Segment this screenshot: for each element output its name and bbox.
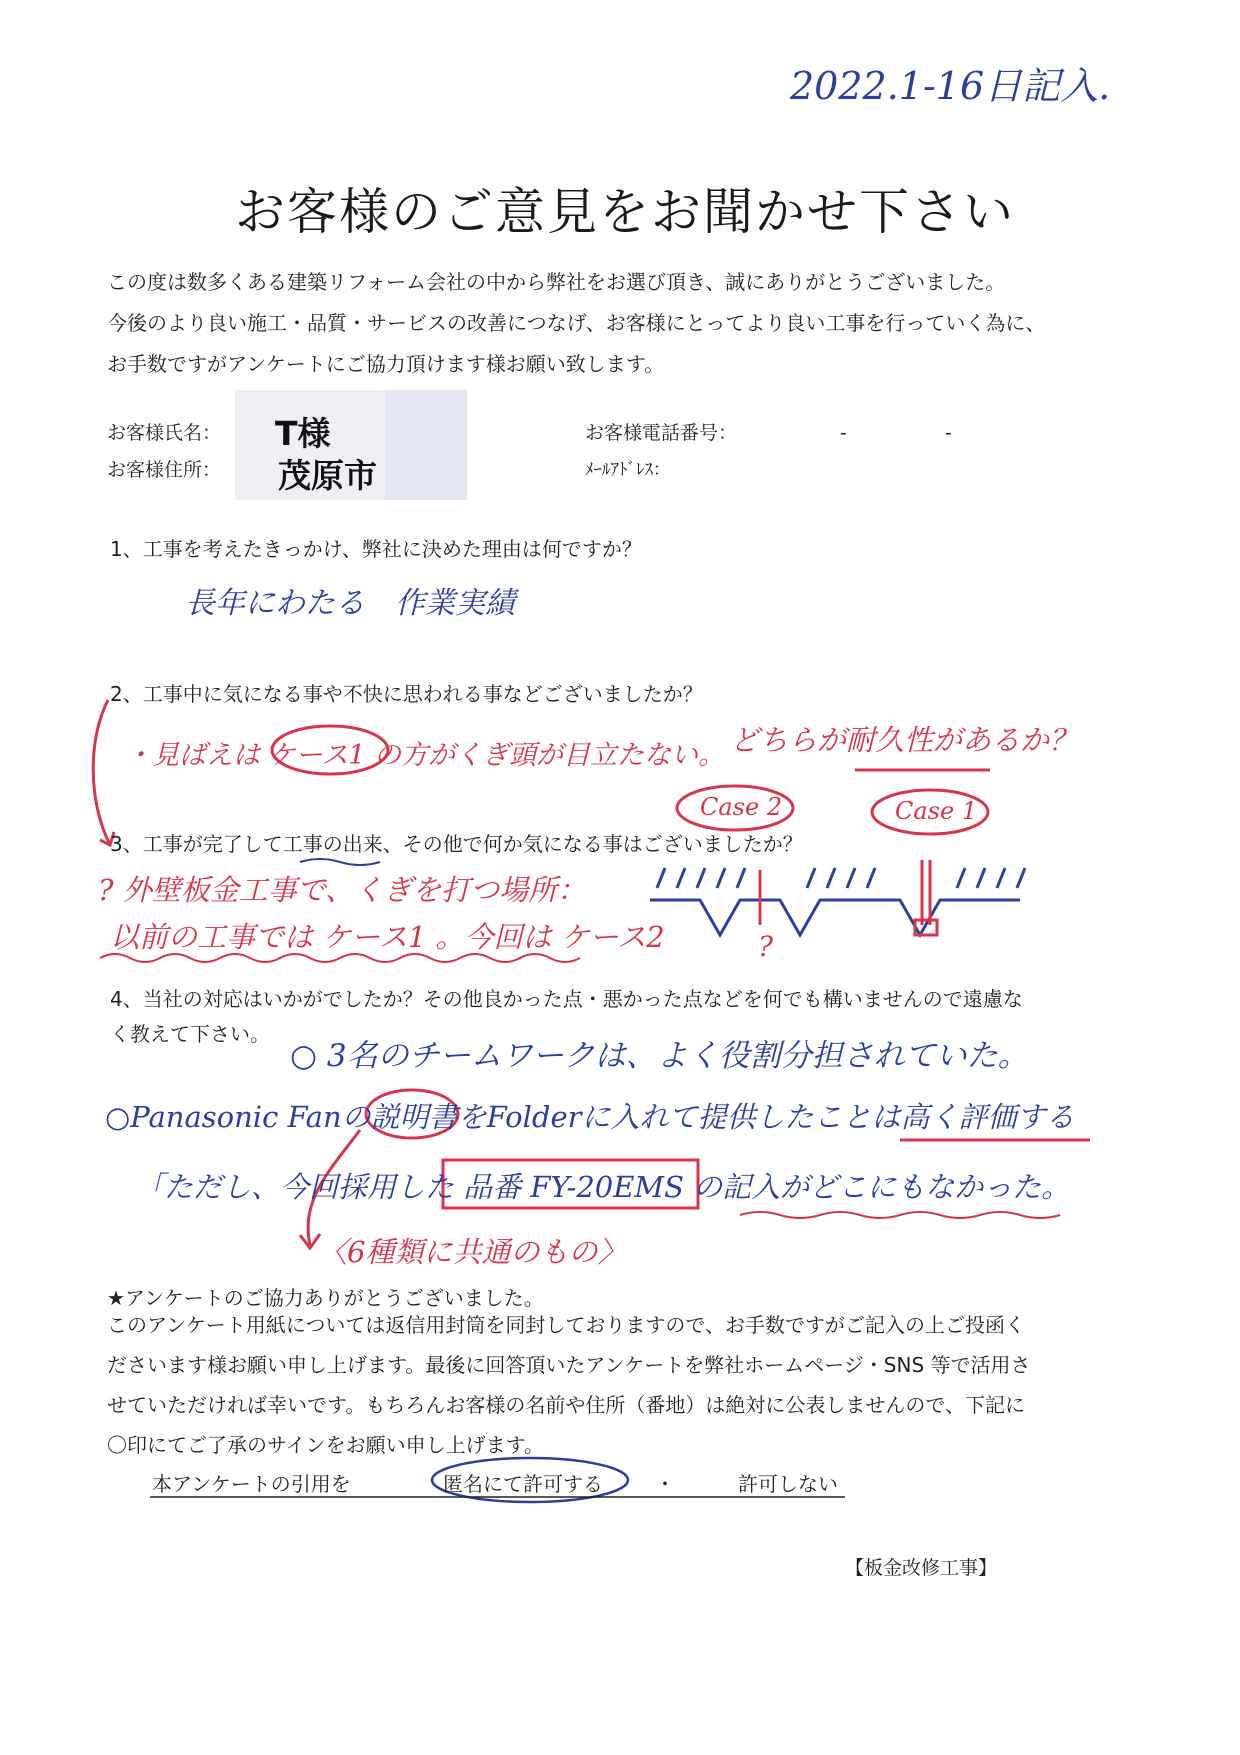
case1-label: Case 1 [895,797,978,825]
question-3: 3、工事が完了して工事の出来、その他で何か気になる事はございましたか？ [110,832,803,856]
intro-line: 今後のより良い施工・品質・サービスの改善につなげ、お客様にとってより良い工事を行っていく為に、 [107,311,1046,335]
name-redaction-box [385,390,467,500]
answer-2-line1: ・見ばえは ケース1 の方がくぎ頭が目立たない。 [125,740,725,771]
question-4-line2: く教えて下さい。 [110,1022,270,1046]
thanks-text [107,1305,1031,1465]
thanks-line: せていただければ幸いです。もちろんお客様の名前や住所（番地）は絶対に公表しませんので、下記に [107,1393,1025,1417]
address-label: お客様住所： [107,459,222,481]
intro-line: お手数ですがアンケートにご協力頂けます様お願い致します。 [107,352,665,376]
address-value: 茂原市 [278,456,377,495]
thanks-heading: ★アンケートのご協力ありがとうございました。 [107,1286,544,1310]
wall-diagram [650,868,1025,935]
case2-label: Case 2 [700,793,783,821]
email-label: ﾒｰﾙｱﾄﾞﾚｽ： [585,460,670,480]
diagram-question-mark: ? [758,930,774,963]
consent-option-no[interactable]: 許可しない [738,1472,838,1496]
answer-3-line1: ? 外壁板金工事で、くぎを打つ場所： [98,873,587,907]
page-title: お客様のご意見をお聞かせ下さい [235,183,1015,241]
answer-4-line1: ○ 3名のチームワークは、よく役割分担されていた。 [290,1038,1029,1074]
date-note: 2022.1-16日記入. [790,64,1111,108]
name-label: お客様氏名： [107,422,222,444]
question-1: 1、工事を考えたきっかけ、弊社に決めた理由は何ですか？ [110,537,642,561]
phone-label: お客様電話番号： [585,422,738,444]
thanks-line: 〇印にてご了承のサインをお願い申し上げます。 [107,1433,544,1457]
question-2: 2、工事中に気になる事や不快に思われる事などございましたか？ [110,682,703,706]
footer-tag: 【板金改修工事】 [845,1557,998,1579]
bracket-mark [93,700,110,845]
answer-4-line2: ○Panasonic Fanの説明書をFolderに入れて提供したことは高く評価する [105,1100,1075,1134]
intro-text [107,262,1045,385]
consent-option-yes[interactable]: 匿名にて許可する [443,1472,603,1496]
thanks-line: ださいます様お願い申し上げます。最後に回答頂いたアンケートを弊社ホームページ・SNS 等で活用さ [107,1353,1031,1377]
answer-4-line3: 「ただし、今回採用した 品番 FY-20EMS の記入がどこにもなかった。 [135,1170,1071,1204]
answer-4-line4: 〈6種類に共通のもの〉 [318,1235,627,1269]
question-4-line1: 4、当社の対応はいかがでしたか？その他良かった点・悪かった点などを何でも構いませんので遠慮な [110,987,1023,1011]
answer-2-line2: どちらが耐久性があるか？ [730,723,1079,757]
consent-separator: ・ [655,1472,675,1496]
name-value: T様 [275,414,331,453]
answer-3-line2: 以前の工事では ケース1 。今回は ケース2 [110,920,665,954]
answer-1: 長年にわたる 作業実績 [185,586,515,621]
thanks-line: このアンケート用紙については返信用封筒を同封しておりますので、お手数ですがご記入の上ご投函く [107,1313,1025,1337]
phone-value: - - [840,422,972,444]
intro-line: この度は数多くある建築リフォーム会社の中から弊社をお選び頂き、誠にありがとうございました。 [107,270,1006,294]
consent-label: 本アンケートの引用を [152,1472,351,1496]
